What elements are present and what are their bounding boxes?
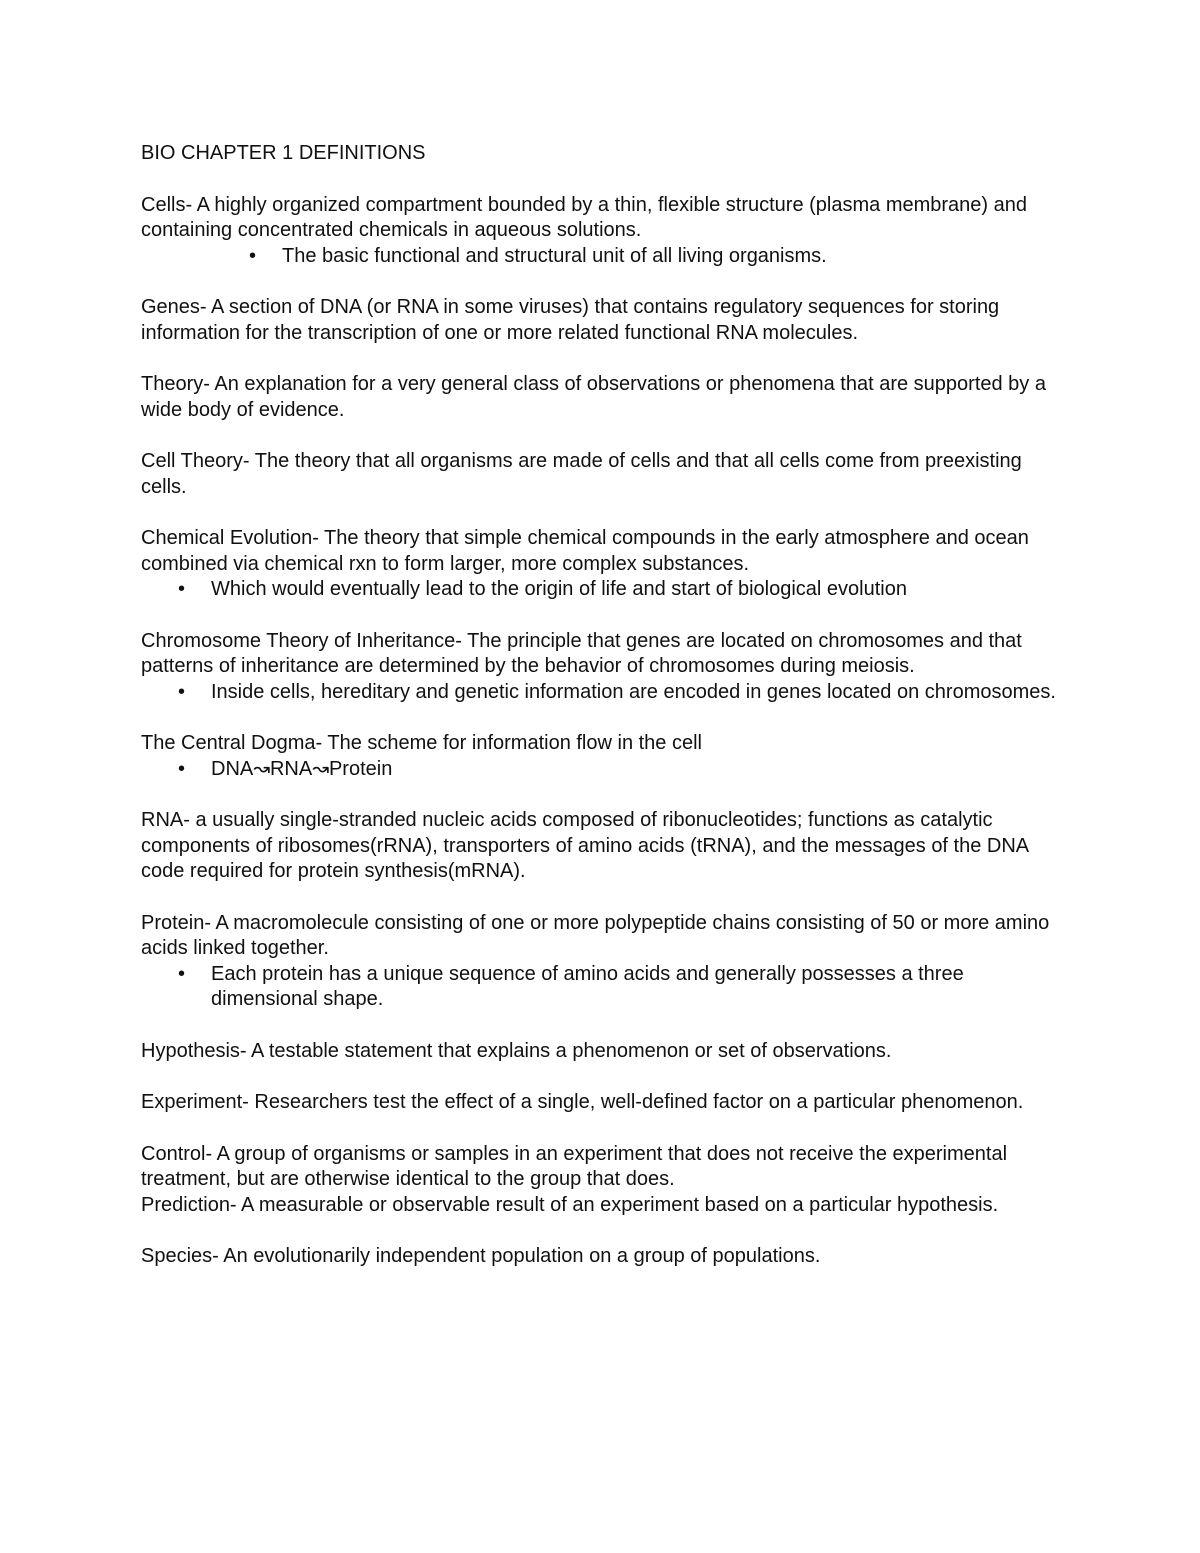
definition-chromosome-theory bbox=[141, 629, 1071, 706]
definition-text: Hypothesis- A testable statement that explains a phenomenon or set of observations. bbox=[141, 1039, 892, 1062]
bullet-icon: • bbox=[178, 578, 186, 600]
definition-text: The Central Dogma- The scheme for information flow in the cell bbox=[141, 732, 702, 754]
definition-text: Control- A group of organisms or samples in an experiment that does not receive the experimental treatment, but are otherwise identical to the group that does. bbox=[141, 1142, 1008, 1190]
definition-text: Chromosome Theory of Inheritance- The principle that genes are located on chromosomes and that patterns of inheritance are determined by the behavior of chromosomes during meiosis. bbox=[141, 629, 1022, 677]
bullet-list bbox=[141, 244, 1071, 270]
bullet-list bbox=[141, 962, 1071, 1013]
definition-text: Cells- A highly organized compartment bounded by a thin, flexible structure (plasma membrane) and containing concentrated chemicals in aqueous solutions. bbox=[141, 193, 1028, 241]
definition-text: Protein- A macromolecule consisting of one or more polypeptide chains consisting of 50 or more amino acids linked together. bbox=[141, 911, 1050, 959]
bullet-item: • DNA↝RNA↝Protein bbox=[141, 757, 1071, 783]
definition-chemical-evolution bbox=[141, 526, 1071, 603]
definition-experiment bbox=[141, 1090, 1071, 1116]
bullet-icon: • bbox=[178, 757, 186, 780]
definition-cells bbox=[141, 193, 1071, 270]
bullet-icon: • bbox=[178, 962, 186, 985]
definition-protein bbox=[141, 911, 1071, 1013]
definition-text: RNA- a usually single-stranded nucleic acids composed of ribonucleotides; functions as catalytic components of ribosomes(rRNA), transporters of amino acids (tRNA), and the messages of the DNA code required for protein synthesis(mRNA). bbox=[141, 809, 1029, 882]
bullet-item: • Inside cells, hereditary and genetic information are encoded in genes located on chromosomes. bbox=[141, 680, 1071, 706]
document-page bbox=[141, 141, 1071, 1296]
bullet-list bbox=[141, 577, 1071, 603]
bullet-list bbox=[141, 680, 1071, 706]
definition-text: Species- An evolutionarily independent population on a group of populations. bbox=[141, 1245, 821, 1267]
bullet-item: • The basic functional and structural unit of all living organisms. bbox=[141, 244, 1071, 270]
bullet-item: • Which would eventually lead to the origin of life and start of biological evolution bbox=[141, 577, 1071, 603]
bullet-icon: • bbox=[249, 244, 257, 267]
definition-text: Prediction- A measurable or observable result of an experiment based on a particular hypothesis. bbox=[141, 1193, 999, 1216]
bullet-list bbox=[141, 757, 1071, 783]
definition-hypothesis bbox=[141, 1039, 1071, 1065]
document-title: BIO CHAPTER 1 DEFINITIONS bbox=[141, 142, 426, 164]
bullet-item: • Each protein has a unique sequence of amino acids and generally possesses a three dimensional shape. bbox=[178, 962, 964, 1010]
definition-prediction bbox=[141, 1193, 1071, 1219]
definition-text: Genes- A section of DNA (or RNA in some viruses) that contains regulatory sequences for storing information for the transcription of one or more related functional RNA molecules. bbox=[141, 296, 1000, 344]
definition-text: Chemical Evolution- The theory that simple chemical compounds in the early atmosphere and ocean combined via chemical rxn to form larger, more complex substances. bbox=[141, 527, 1029, 575]
definition-genes bbox=[141, 295, 1071, 346]
definition-text: Experiment- Researchers test the effect of a single, well-defined factor on a particular phenomenon. bbox=[141, 1091, 1024, 1113]
definition-control bbox=[141, 1142, 1071, 1193]
definition-species bbox=[141, 1244, 1071, 1270]
definition-rna bbox=[141, 808, 1071, 885]
definition-theory bbox=[141, 372, 1071, 423]
definition-text: Cell Theory- The theory that all organisms are made of cells and that all cells come from preexisting cells. bbox=[141, 450, 1022, 498]
definition-text: Theory- An explanation for a very general class of observations or phenomena that are supported by a wide body of evidence. bbox=[141, 373, 1046, 421]
definition-cell-theory bbox=[141, 449, 1071, 500]
definition-central-dogma bbox=[141, 731, 1071, 782]
bullet-icon: • bbox=[178, 680, 186, 703]
